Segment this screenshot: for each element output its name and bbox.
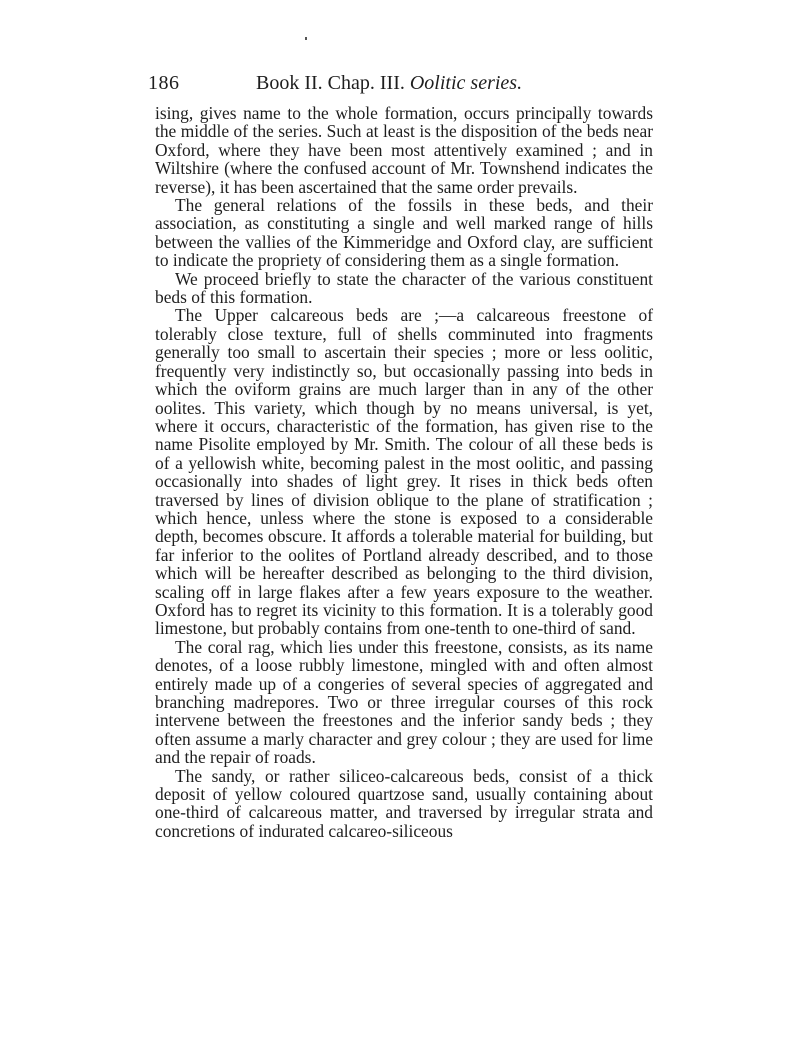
running-head bbox=[256, 70, 522, 96]
paragraph-continued: ising, gives name to the whole formation, occurs principally towards the middle of the series. Such at least is the disposition of the beds near Oxford, where they have been most attentively examined ; and in Wiltshire (where the confused account of Mr. Townshend indicates the reverse), it has been ascertained that the same order prevails. bbox=[155, 103, 653, 197]
paragraph-fossil-relations: The general relations of the fossils in these beds, and their association, as constituting a single and well marked range of hills between the vallies of the Kimmeridge and Oxford clay, are sufficient to indicate the propriety of considering them as a single formation. bbox=[155, 195, 653, 271]
section-title: Oolitic series. bbox=[409, 72, 523, 94]
book-chapter: Book II. Chap. III. bbox=[256, 72, 405, 94]
page-header bbox=[148, 70, 660, 96]
paragraph-sandy-beds: The sandy, or rather siliceo-calcareous beds, consist of a thick deposit of yellow coloured quartzose sand, usually containing about one-third of calcareous matter, and traversed by irregular strata and concretions of indurated calcareo-siliceous bbox=[155, 765, 653, 841]
paragraph-coral-rag: The coral rag, which lies under this freestone, consists, as its name denotes, of a loose rubbly limestone, mingled with and often almost entirely made up of a congeries of several species of aggregated and branching madrepores. Two or three irregular courses of this rock intervene between the freestones and the inferior sandy beds ; they often assume a marly character and grey colour ; they are used for lime and the repair of roads. bbox=[155, 636, 653, 768]
page-number: 186 bbox=[148, 72, 180, 94]
paragraph-upper-calcareous: The Upper calcareous beds are ;—a calcareous freestone of tolerably close texture, full of shells comminuted into fragments generally too small to ascertain their species ; more or less oolitic, frequently very indistinctly so, but occasionally passing into beds in which the oviform grains are much larger than in any of the other oolites. This variety, which though by no means universal, is yet, where it occurs, characteristic of the formation, has given rise to the name Pisolite employed by Mr. Smith. The colour of all these beds is of a yellowish white, becoming palest in the most oolitic, and passing occasionally into shades of light grey. It rises in thick beds often traversed by lines of division oblique to the plane of stratification ; which hence, unless where the stone is exposed to a considerable depth, becomes obscure. It affords a tolerable material for building, but far inferior to the oolites of Portland already described, and to those which will be hereafter described as belonging to the third division, scaling off in large flakes after a few years exposure to the weather. Oxford has to regret its vicinity to this formation. It is a tolerably good limestone, but probably contains from one-tenth to one-third of sand. bbox=[155, 305, 653, 639]
paragraph-intro-beds: We proceed briefly to state the character of the various constituent beds of this formation. bbox=[155, 268, 653, 308]
ink-speck bbox=[305, 37, 307, 40]
body-text bbox=[155, 104, 653, 840]
